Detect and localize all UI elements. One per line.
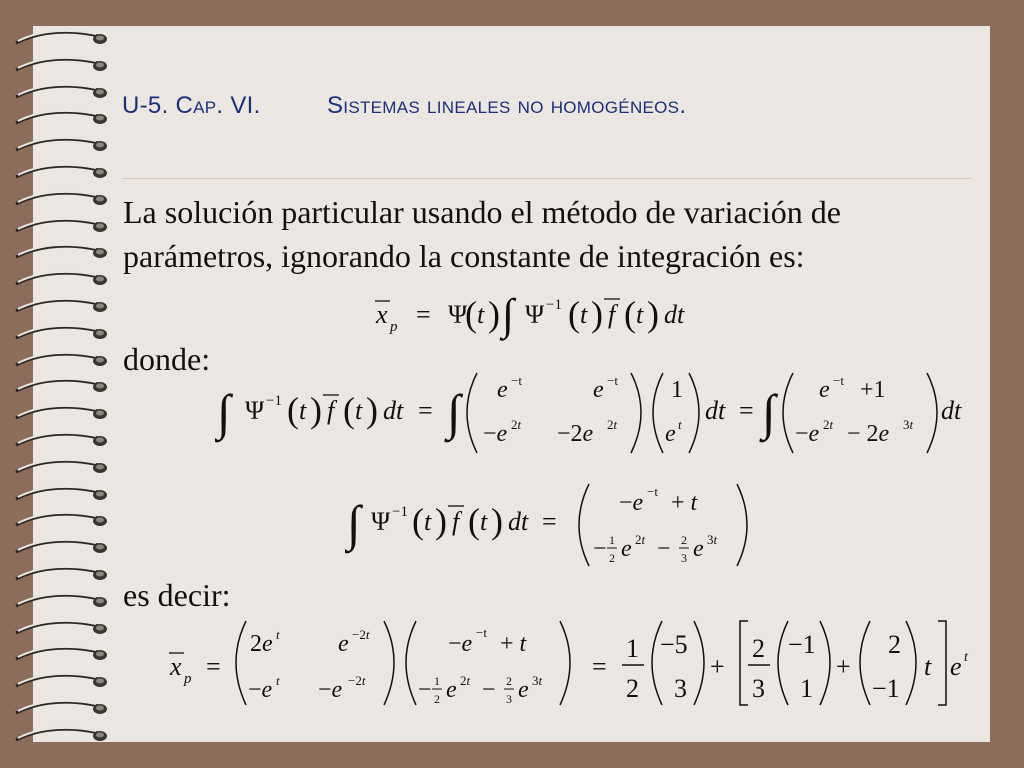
svg-text:t: t xyxy=(424,507,432,536)
svg-text:(: ( xyxy=(465,294,477,334)
binding-ring xyxy=(12,591,112,613)
svg-text:e: e xyxy=(621,536,632,562)
binding-ring xyxy=(12,376,112,398)
formula-xp-final xyxy=(160,615,970,715)
svg-text:): ) xyxy=(435,501,447,541)
svg-text:∫: ∫ xyxy=(217,384,231,440)
svg-text:t: t xyxy=(477,300,485,329)
binding-ring xyxy=(12,269,112,291)
svg-text:+: + xyxy=(836,652,851,681)
slide-title: Sistemas lineales no homogéneos. xyxy=(327,92,687,119)
binding-ring xyxy=(12,618,112,640)
svg-text:2: 2 xyxy=(506,674,512,688)
svg-text:x: x xyxy=(376,300,388,329)
svg-text:2: 2 xyxy=(609,551,615,565)
binding-ring xyxy=(12,457,112,479)
intro-text-line1: La solución particular usando el método de variación de xyxy=(123,194,841,230)
binding-ring xyxy=(12,644,112,666)
svg-text:t: t xyxy=(924,652,932,681)
svg-text:−1: −1 xyxy=(788,630,816,659)
binding-ring xyxy=(12,28,112,50)
svg-text:1: 1 xyxy=(626,634,639,663)
binding-ring xyxy=(12,242,112,264)
svg-text:−1: −1 xyxy=(546,297,562,313)
svg-text:): ) xyxy=(310,390,322,430)
svg-text:dt: dt xyxy=(383,396,404,425)
binding-ring xyxy=(12,162,112,184)
svg-text:−5: −5 xyxy=(660,630,688,659)
svg-text:t: t xyxy=(299,396,307,425)
svg-text:3t: 3t xyxy=(903,417,914,432)
svg-text:e: e xyxy=(338,631,349,657)
svg-text:1: 1 xyxy=(434,674,440,688)
svg-text:3: 3 xyxy=(506,692,512,706)
es-decir-label: es decir: xyxy=(123,577,231,613)
svg-text:(: ( xyxy=(343,390,355,430)
svg-text:Ψ: Ψ xyxy=(525,300,545,329)
formula-integral-result xyxy=(345,478,765,578)
svg-text:): ) xyxy=(366,390,378,430)
svg-text:t: t xyxy=(636,300,644,329)
svg-text:Ψ: Ψ xyxy=(371,507,391,536)
svg-text:−2t: −2t xyxy=(352,627,370,642)
svg-text:−e: −e xyxy=(318,677,343,703)
svg-text:−: − xyxy=(482,677,496,703)
svg-text:−e: −e xyxy=(248,677,273,703)
svg-text:−t: −t xyxy=(511,373,522,388)
svg-text:2t: 2t xyxy=(607,417,618,432)
svg-text:+: + xyxy=(710,652,725,681)
svg-text:∫: ∫ xyxy=(762,384,776,440)
svg-text:+ t: + t xyxy=(500,631,527,657)
binding-ring xyxy=(12,510,112,532)
svg-text:e: e xyxy=(446,677,457,703)
svg-text:e: e xyxy=(819,377,830,403)
svg-text:−e: −e xyxy=(619,490,644,516)
svg-text:−2t: −2t xyxy=(348,673,366,688)
svg-text:1: 1 xyxy=(671,377,683,403)
svg-text:): ) xyxy=(491,501,503,541)
svg-text:dt: dt xyxy=(941,396,962,425)
svg-text:e: e xyxy=(693,536,704,562)
svg-text:): ) xyxy=(488,294,500,334)
svg-text:=: = xyxy=(206,652,221,681)
svg-text:f: f xyxy=(327,396,335,425)
svg-text:e: e xyxy=(518,677,529,703)
svg-text:3: 3 xyxy=(674,674,687,703)
svg-text:e: e xyxy=(593,377,604,403)
svg-text:−1: −1 xyxy=(266,393,282,409)
binding-ring xyxy=(12,430,112,452)
svg-text:): ) xyxy=(647,294,659,334)
binding-ring xyxy=(12,296,112,318)
binding-ring xyxy=(12,537,112,559)
svg-text:(: ( xyxy=(568,294,580,334)
svg-text:−t: −t xyxy=(607,373,618,388)
svg-text:t: t xyxy=(355,396,363,425)
svg-text:(: ( xyxy=(624,294,636,334)
svg-text:3t: 3t xyxy=(707,532,718,547)
binding-ring xyxy=(12,82,112,104)
svg-text:−1: −1 xyxy=(392,504,408,520)
svg-text:e: e xyxy=(497,377,508,403)
svg-text:p: p xyxy=(184,671,192,687)
svg-text:−1: −1 xyxy=(872,674,900,703)
svg-text:f: f xyxy=(608,300,616,329)
svg-text:∫: ∫ xyxy=(447,384,461,440)
intro-text-line2: parámetros, ignorando la constante de integración es: xyxy=(123,238,805,274)
svg-text:−: − xyxy=(657,536,671,562)
svg-text:+ t: + t xyxy=(671,490,698,516)
svg-text:e: e xyxy=(950,652,962,681)
svg-text:(: ( xyxy=(468,501,480,541)
formula-xp-definition xyxy=(370,285,730,345)
binding-ring xyxy=(12,55,112,77)
svg-text:+1: +1 xyxy=(860,377,886,403)
svg-text:(: ( xyxy=(412,501,424,541)
svg-text:t: t xyxy=(276,627,280,642)
svg-text:−t: −t xyxy=(647,484,658,499)
svg-text:dt: dt xyxy=(664,300,685,329)
svg-text:2: 2 xyxy=(434,692,440,706)
svg-text:−e: −e xyxy=(483,421,508,447)
svg-text:3: 3 xyxy=(681,551,687,565)
svg-text:3: 3 xyxy=(752,674,765,703)
svg-text:=: = xyxy=(592,652,607,681)
svg-text:e: e xyxy=(665,421,676,447)
svg-text:2t: 2t xyxy=(823,417,834,432)
svg-text:=: = xyxy=(418,396,433,425)
svg-text:t: t xyxy=(480,507,488,536)
svg-text:t: t xyxy=(964,650,968,665)
svg-text:∫: ∫ xyxy=(347,495,361,551)
svg-text:2: 2 xyxy=(626,674,639,703)
svg-text:−t: −t xyxy=(476,625,487,640)
binding-ring xyxy=(12,135,112,157)
binding-ring xyxy=(12,698,112,720)
svg-text:− 2e: − 2e xyxy=(847,421,890,447)
svg-text:dt: dt xyxy=(508,507,529,536)
svg-text:3t: 3t xyxy=(532,673,543,688)
svg-text:2: 2 xyxy=(752,634,765,663)
svg-text:−2e: −2e xyxy=(557,421,594,447)
svg-text:Ψ: Ψ xyxy=(448,300,468,329)
svg-text:=: = xyxy=(739,396,754,425)
binding-ring xyxy=(12,484,112,506)
svg-text:): ) xyxy=(591,294,603,334)
svg-text:dt: dt xyxy=(705,396,726,425)
svg-text:−e: −e xyxy=(448,631,473,657)
svg-text:p: p xyxy=(390,319,398,335)
binding-ring xyxy=(12,671,112,693)
svg-text:=: = xyxy=(416,300,431,329)
svg-text:−: − xyxy=(418,677,432,703)
svg-text:−e: −e xyxy=(795,421,820,447)
binding-ring xyxy=(12,189,112,211)
svg-text:t: t xyxy=(276,673,280,688)
binding-ring xyxy=(12,323,112,345)
slide-header xyxy=(122,92,782,124)
svg-text:x: x xyxy=(170,652,182,681)
svg-text:=: = xyxy=(542,507,557,536)
svg-text:2: 2 xyxy=(888,630,901,659)
svg-text:1: 1 xyxy=(800,674,813,703)
formula-integral-expansion xyxy=(215,365,985,465)
svg-text:−t: −t xyxy=(833,373,844,388)
binding-ring xyxy=(12,350,112,372)
svg-text:Ψ: Ψ xyxy=(245,396,265,425)
binding-ring xyxy=(12,216,112,238)
svg-text:2e: 2e xyxy=(250,631,273,657)
svg-text:1: 1 xyxy=(609,533,615,547)
svg-text:2t: 2t xyxy=(460,673,471,688)
binding-ring xyxy=(12,403,112,425)
svg-text:t: t xyxy=(580,300,588,329)
header-divider xyxy=(122,178,972,179)
svg-text:(: ( xyxy=(287,390,299,430)
svg-text:2t: 2t xyxy=(635,532,646,547)
svg-text:f: f xyxy=(452,507,460,536)
donde-label: donde: xyxy=(123,341,211,377)
svg-text:−: − xyxy=(593,536,607,562)
svg-text:∫: ∫ xyxy=(502,290,515,339)
section-label: U-5. Cap. VI. xyxy=(122,92,261,119)
svg-text:t: t xyxy=(678,417,682,432)
svg-text:2: 2 xyxy=(681,533,687,547)
binding-ring xyxy=(12,725,112,747)
binding-ring xyxy=(12,564,112,586)
binding-ring xyxy=(12,108,112,130)
svg-text:2t: 2t xyxy=(511,417,522,432)
